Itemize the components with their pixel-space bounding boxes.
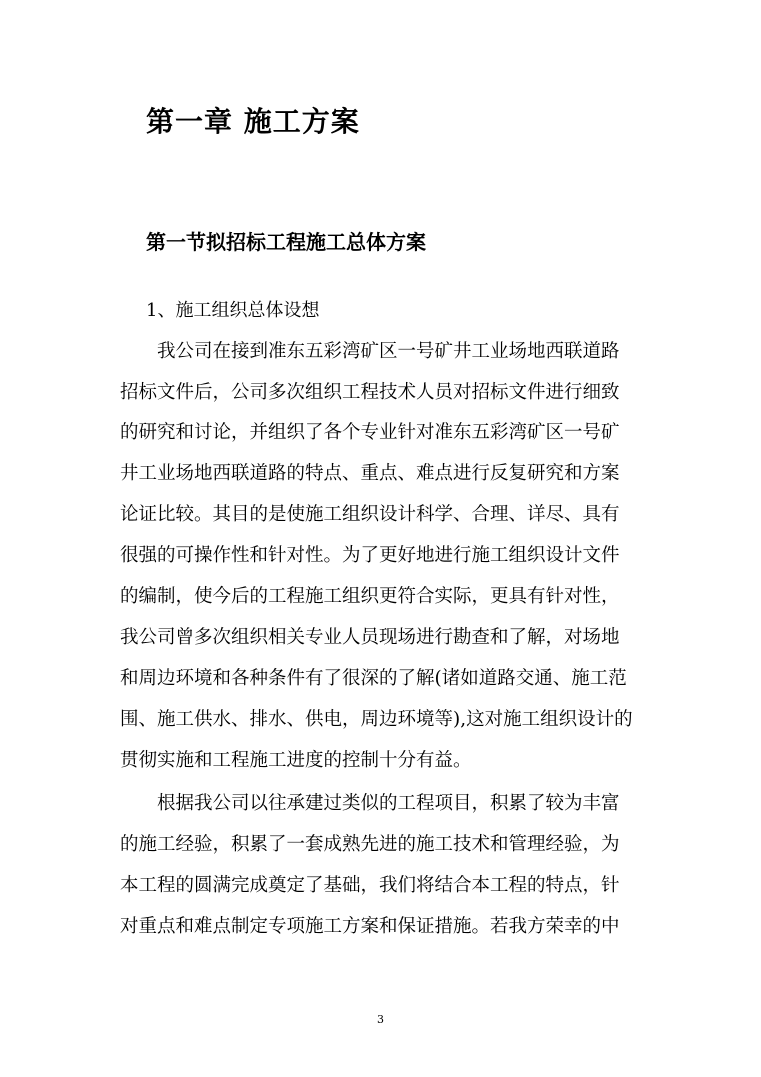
paragraph-line: 根据我公司以往承建过类似的工程项目，积累了较为丰富 <box>157 793 620 814</box>
paragraph-line: 我公司在接到准东五彩湾矿区一号矿井工业场地西联道路 <box>157 341 620 362</box>
paragraph-line: 本工程的圆满完成奠定了基础，我们将结合本工程的特点，针 <box>120 875 620 896</box>
paragraph-line: 围、施工供水、排水、供电，周边环境等),这对施工组织设计的 <box>120 709 633 730</box>
paragraph-line: 的编制，使今后的工程施工组织更符合实际，更具有针对性， <box>120 586 620 607</box>
chapter-title: 第一章 施工方案 <box>146 105 360 138</box>
paragraph-line: 的研究和讨论，并组织了各个专业针对准东五彩湾矿区一号矿 <box>120 422 620 443</box>
paragraph-line: 贯彻实施和工程施工进度的控制十分有益。 <box>120 750 472 771</box>
subheading: 1、施工组织总体设想 <box>146 300 320 321</box>
paragraph-line: 很强的可操作性和针对性。为了更好地进行施工组织设计文件 <box>120 545 620 566</box>
paragraph-line: 井工业场地西联道路的特点、重点、难点进行反复研究和方案 <box>120 463 620 484</box>
paragraph-line: 论证比较。其目的是使施工组织设计科学、合理、详尽、具有 <box>120 504 620 525</box>
page-number: 3 <box>377 1013 384 1026</box>
section-title: 第一节拟招标工程施工总体方案 <box>146 230 426 254</box>
paragraph-line: 和周边环境和各种条件有了很深的了解(诸如道路交通、施工范 <box>120 668 627 689</box>
paragraph-line: 对重点和难点制定专项施工方案和保证措施。若我方荣幸的中 <box>120 916 620 937</box>
paragraph-line: 我公司曾多次组织相关专业人员现场进行勘查和了解，对场地 <box>120 627 620 648</box>
paragraph-line: 的施工经验，积累了一套成熟先进的施工技术和管理经验，为 <box>120 834 620 855</box>
paragraph-line: 招标文件后，公司多次组织工程技术人员对招标文件进行细致 <box>120 382 620 403</box>
